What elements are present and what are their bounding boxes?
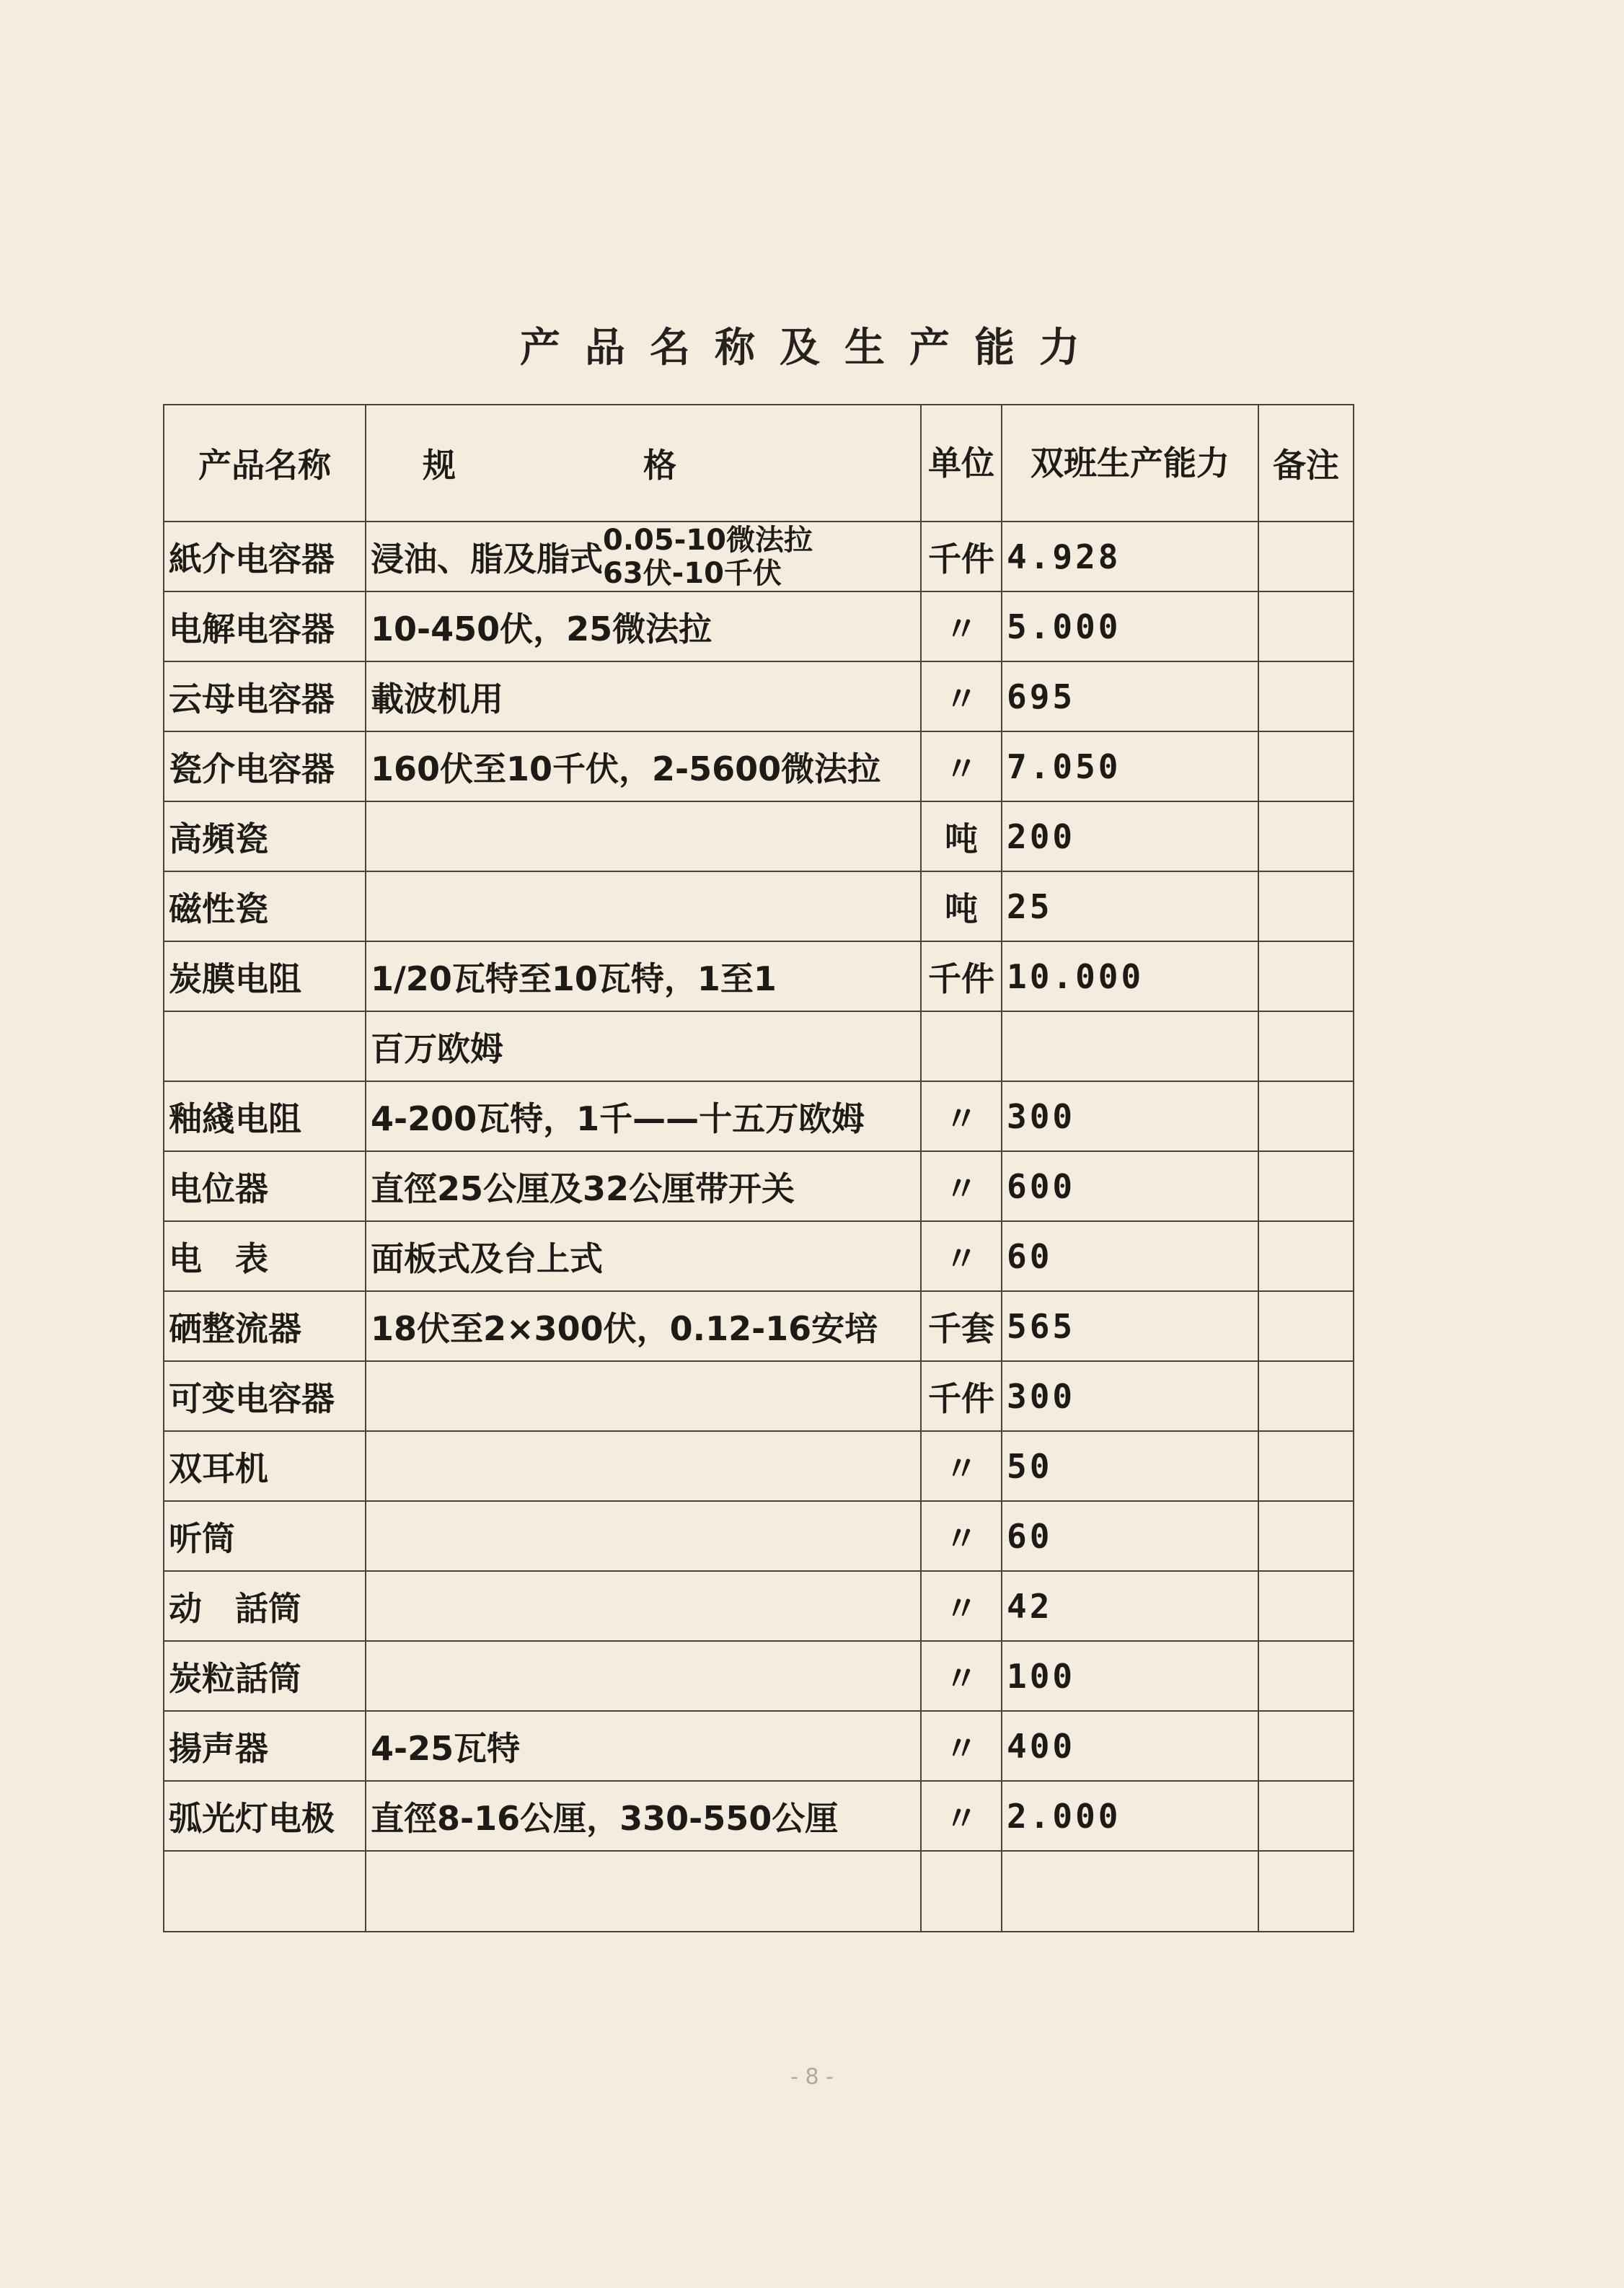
product-name-cell: 硒整流器 <box>164 1291 366 1361</box>
spec-cell <box>366 1571 921 1641</box>
capacity-cell: 100 <box>1002 1641 1258 1711</box>
product-name-cell: 电位器 <box>164 1151 366 1221</box>
spec-cell: 百万欧姆 <box>366 1011 921 1081</box>
capacity-cell: 60 <box>1002 1501 1258 1571</box>
unit-cell: 〃 <box>921 1221 1002 1291</box>
unit-cell: 〃 <box>921 1571 1002 1641</box>
table-row <box>164 1291 1354 1361</box>
header-spec: 规格 <box>366 405 921 522</box>
product-name-cell: 弧光灯电极 <box>164 1781 366 1851</box>
unit-cell: 〃 <box>921 1711 1002 1781</box>
spec-line-2: 63伏-10千伏 <box>603 556 782 590</box>
note-cell <box>1258 871 1354 941</box>
unit-cell: 〃 <box>921 1081 1002 1151</box>
table-row <box>164 1361 1354 1431</box>
spec-line-1: 0.05-10微法拉 <box>603 523 813 557</box>
unit-cell: 吨 <box>921 871 1002 941</box>
header-capacity: 双班生产能力 <box>1002 405 1258 522</box>
unit-cell: 〃 <box>921 1781 1002 1851</box>
unit-cell: 〃 <box>921 731 1002 801</box>
product-name-cell: 电解电容器 <box>164 591 366 661</box>
table-row <box>164 1781 1354 1851</box>
product-name-cell: 磁性瓷 <box>164 871 366 941</box>
note-cell <box>1258 522 1354 591</box>
product-capacity-table <box>163 404 1354 1932</box>
spec-cell <box>366 1361 921 1431</box>
unit-cell: 千套 <box>921 1291 1002 1361</box>
empty-cell <box>164 1851 366 1932</box>
spec-cell: 直徑8-16公厘，330-550公厘 <box>366 1781 921 1851</box>
table-row <box>164 1431 1354 1501</box>
spec-cell: 1/20瓦特至10瓦特，1至1 <box>366 941 921 1011</box>
product-name-cell: 炭粒話筒 <box>164 1641 366 1711</box>
table-row <box>164 1711 1354 1781</box>
spec-cell <box>366 1431 921 1501</box>
table-row-empty <box>164 1851 1354 1932</box>
product-name-cell: 动 話筒 <box>164 1571 366 1641</box>
table-header-row <box>164 405 1354 522</box>
spec-cell <box>366 522 921 591</box>
note-cell <box>1258 731 1354 801</box>
product-name-cell: 釉綫电阻 <box>164 1081 366 1151</box>
unit-cell: 〃 <box>921 1501 1002 1571</box>
product-name-cell: 云母电容器 <box>164 661 366 731</box>
page-title: 产品名称及生产能力 <box>520 325 1104 371</box>
empty-cell <box>1258 1851 1354 1932</box>
spec-cell: 4-25瓦特 <box>366 1711 921 1781</box>
note-cell <box>1258 1641 1354 1711</box>
note-cell <box>1258 1501 1354 1571</box>
unit-cell: 〃 <box>921 1151 1002 1221</box>
table-row <box>164 522 1354 591</box>
note-cell <box>1258 1221 1354 1291</box>
unit-cell: 千件 <box>921 1361 1002 1431</box>
empty-cell <box>366 1851 921 1932</box>
unit-cell: 吨 <box>921 801 1002 871</box>
table-row <box>164 591 1354 661</box>
note-cell <box>1258 941 1354 1011</box>
capacity-cell: 565 <box>1002 1291 1258 1361</box>
spec-cell: 160伏至10千伏，2-5600微法拉 <box>366 731 921 801</box>
spec-cell <box>366 1641 921 1711</box>
product-name-cell: 高頻瓷 <box>164 801 366 871</box>
empty-cell <box>921 1851 1002 1932</box>
unit-cell: 千件 <box>921 941 1002 1011</box>
product-name-cell: 听筒 <box>164 1501 366 1571</box>
unit-cell: 〃 <box>921 1641 1002 1711</box>
capacity-cell: 400 <box>1002 1711 1258 1781</box>
product-name-cell: 揚声器 <box>164 1711 366 1781</box>
table-row <box>164 801 1354 871</box>
product-name-cell: 紙介电容器 <box>164 522 366 591</box>
table-row <box>164 1011 1354 1081</box>
note-cell <box>1258 591 1354 661</box>
note-cell <box>1258 1081 1354 1151</box>
spec-cell: 面板式及台上式 <box>366 1221 921 1291</box>
table-row <box>164 1221 1354 1291</box>
table-row <box>164 1501 1354 1571</box>
table-row <box>164 731 1354 801</box>
capacity-cell: 50 <box>1002 1431 1258 1501</box>
spec-cell: 18伏至2×300伏，0.12-16安培 <box>366 1291 921 1361</box>
capacity-cell: 600 <box>1002 1151 1258 1221</box>
table-row <box>164 1151 1354 1221</box>
page-number: - 8 - <box>790 2064 834 2090</box>
note-cell <box>1258 1291 1354 1361</box>
capacity-cell: 4.928 <box>1002 522 1258 591</box>
capacity-cell: 300 <box>1002 1361 1258 1431</box>
table-row <box>164 661 1354 731</box>
unit-cell <box>921 1011 1002 1081</box>
capacity-cell <box>1002 1011 1258 1081</box>
note-cell <box>1258 1011 1354 1081</box>
product-name-cell: 双耳机 <box>164 1431 366 1501</box>
header-unit: 单位 <box>921 405 1002 522</box>
capacity-cell: 2.000 <box>1002 1781 1258 1851</box>
spec-cell: 直徑25公厘及32公厘带开关 <box>366 1151 921 1221</box>
unit-cell: 千件 <box>921 522 1002 591</box>
capacity-cell: 60 <box>1002 1221 1258 1291</box>
note-cell <box>1258 1431 1354 1501</box>
note-cell <box>1258 661 1354 731</box>
spec-cell: 載波机用 <box>366 661 921 731</box>
table-row <box>164 1641 1354 1711</box>
spec-cell <box>366 871 921 941</box>
capacity-cell: 7.050 <box>1002 731 1258 801</box>
note-cell <box>1258 1571 1354 1641</box>
header-product-name: 产品名称 <box>164 405 366 522</box>
capacity-cell: 300 <box>1002 1081 1258 1151</box>
product-name-cell: 可变电容器 <box>164 1361 366 1431</box>
table-row <box>164 871 1354 941</box>
spec-cell <box>366 1501 921 1571</box>
note-cell <box>1258 801 1354 871</box>
table-row <box>164 1571 1354 1641</box>
product-name-cell <box>164 1011 366 1081</box>
note-cell <box>1258 1151 1354 1221</box>
empty-cell <box>1002 1851 1258 1932</box>
note-cell <box>1258 1711 1354 1781</box>
header-note: 备注 <box>1258 405 1354 522</box>
spec-cell: 4-200瓦特，1千——十五万欧姆 <box>366 1081 921 1151</box>
capacity-cell: 42 <box>1002 1571 1258 1641</box>
capacity-cell: 695 <box>1002 661 1258 731</box>
unit-cell: 〃 <box>921 591 1002 661</box>
note-cell <box>1258 1781 1354 1851</box>
table-row <box>164 941 1354 1011</box>
product-name-cell: 炭膜电阻 <box>164 941 366 1011</box>
table-row <box>164 1081 1354 1151</box>
capacity-cell: 10.000 <box>1002 941 1258 1011</box>
capacity-cell: 5.000 <box>1002 591 1258 661</box>
unit-cell: 〃 <box>921 661 1002 731</box>
capacity-cell: 25 <box>1002 871 1258 941</box>
capacity-cell: 200 <box>1002 801 1258 871</box>
note-cell <box>1258 1361 1354 1431</box>
spec-text: 浸油、脂及脂式 <box>371 539 603 578</box>
product-name-cell: 电 表 <box>164 1221 366 1291</box>
product-name-cell: 瓷介电容器 <box>164 731 366 801</box>
spec-cell: 10-450伏，25微法拉 <box>366 591 921 661</box>
spec-two-line <box>603 524 813 590</box>
unit-cell: 〃 <box>921 1431 1002 1501</box>
spec-cell <box>366 801 921 871</box>
